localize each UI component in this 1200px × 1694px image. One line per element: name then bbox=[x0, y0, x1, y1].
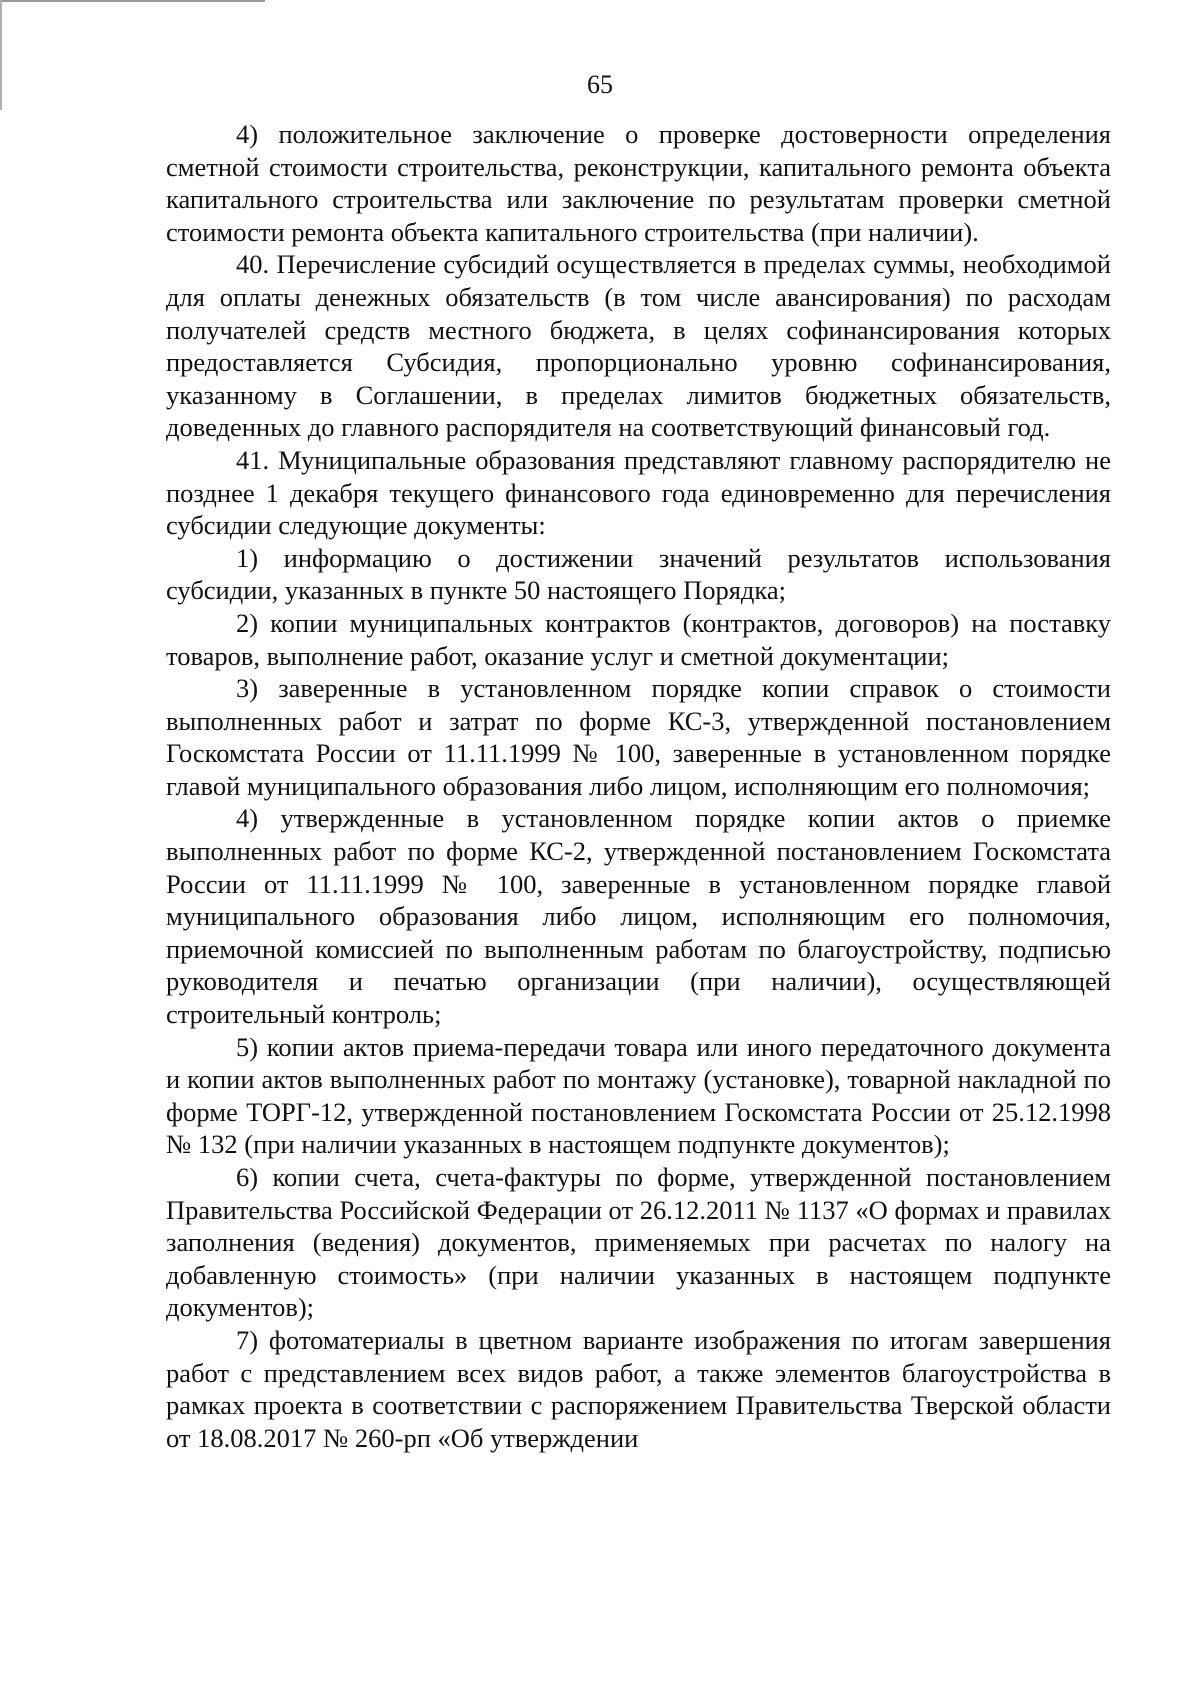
list-item-1: 1) информацию о достижении значений результатов использования субсидии, указанных в пункте 50 настоящего Порядка; bbox=[166, 542, 1111, 606]
list-item-2: 2) копии муниципальных контрактов (контрактов, договоров) на поставку товаров, выполнение работ, оказание услуг и сметной документации; bbox=[166, 607, 1111, 671]
paragraph-item-4-conclusion: 4) положительное заключение о проверке достоверности определения сметной стоимости строительства, реконструкции, капитального ремонта объекта капитального строительства или заключение по результатам проверки сметной стоимости ремонта объекта капитального строительства (при наличии). bbox=[166, 119, 1111, 247]
list-item-5: 5) копии актов приема-передачи товара или иного передаточного документа и копии актов выполненных работ по монтажу (установке), товарной накладной по форме ТОРГ-12, утвержденной постановлением Госкомстата России от 25.12.1998 № 132 (при наличии указанных в настоящем подпункте документов); bbox=[166, 1031, 1111, 1160]
document-body bbox=[166, 118, 1111, 1454]
list-item-6: 6) копии счета, счета-фактуры по форме, утвержденной постановлением Правительства Российской Федерации от 26.12.2011 № 1137 «О формах и правилах заполнения (ведения) документов, применяемых при расчетах по налогу на добавленную стоимость» (при наличии указанных в настоящем подпункте документов); bbox=[166, 1162, 1111, 1323]
paragraph-40: 40. Перечисление субсидий осуществляется в пределах суммы, необходимой для оплаты денежных обязательств (в том числе авансирования) по расходам получателей средств местного бюджета, в целях софинансирования которых предоставляется Субсидия, пропорционально уровню софинансирования, указанному в Соглашении, в пределах лимитов бюджетных обязательств, доведенных до главного распорядителя на соответствующий финансовый год. bbox=[166, 249, 1111, 443]
scan-edge-top bbox=[0, 0, 265, 2]
list-item-4: 4) утвержденные в установленном порядке копии актов о приемке выполненных работ по форме КС-2, утвержденной постановлением Госкомстата России от 11.11.1999 № 100, заверенные в установленном порядке главой муниципального образования либо лицом, исполняющим его полномочия, приемочной комиссией по выполненным работам по благоустройству, подписью руководителя и печатью организации (при наличии), осуществляющей строительный контроль; bbox=[166, 803, 1111, 1030]
list-item-3: 3) заверенные в установленном порядке копии справок о стоимости выполненных работ и затрат по форме КС-3, утвержденной постановлением Госкомстата России от 11.11.1999 № 100, заверенные в установленном порядке главой муниципального образования либо лицом, исполняющим его полномочия; bbox=[166, 673, 1111, 801]
page-number: 65 bbox=[587, 70, 613, 99]
list-item-7: 7) фотоматериалы в цветном варианте изображения по итогам завершения работ с представлением всех видов работ, а также элементов благоустройства в рамках проекта в соответствии с распоряжением Правительства Тверской области от 18.08.2017 № 260-рп «Об утверждении bbox=[166, 1324, 1111, 1453]
paragraph-41: 41. Муниципальные образования представляют главному распорядителю не позднее 1 декабря текущего финансового года единовременно для перечисления субсидии следующие документы: bbox=[166, 444, 1111, 541]
